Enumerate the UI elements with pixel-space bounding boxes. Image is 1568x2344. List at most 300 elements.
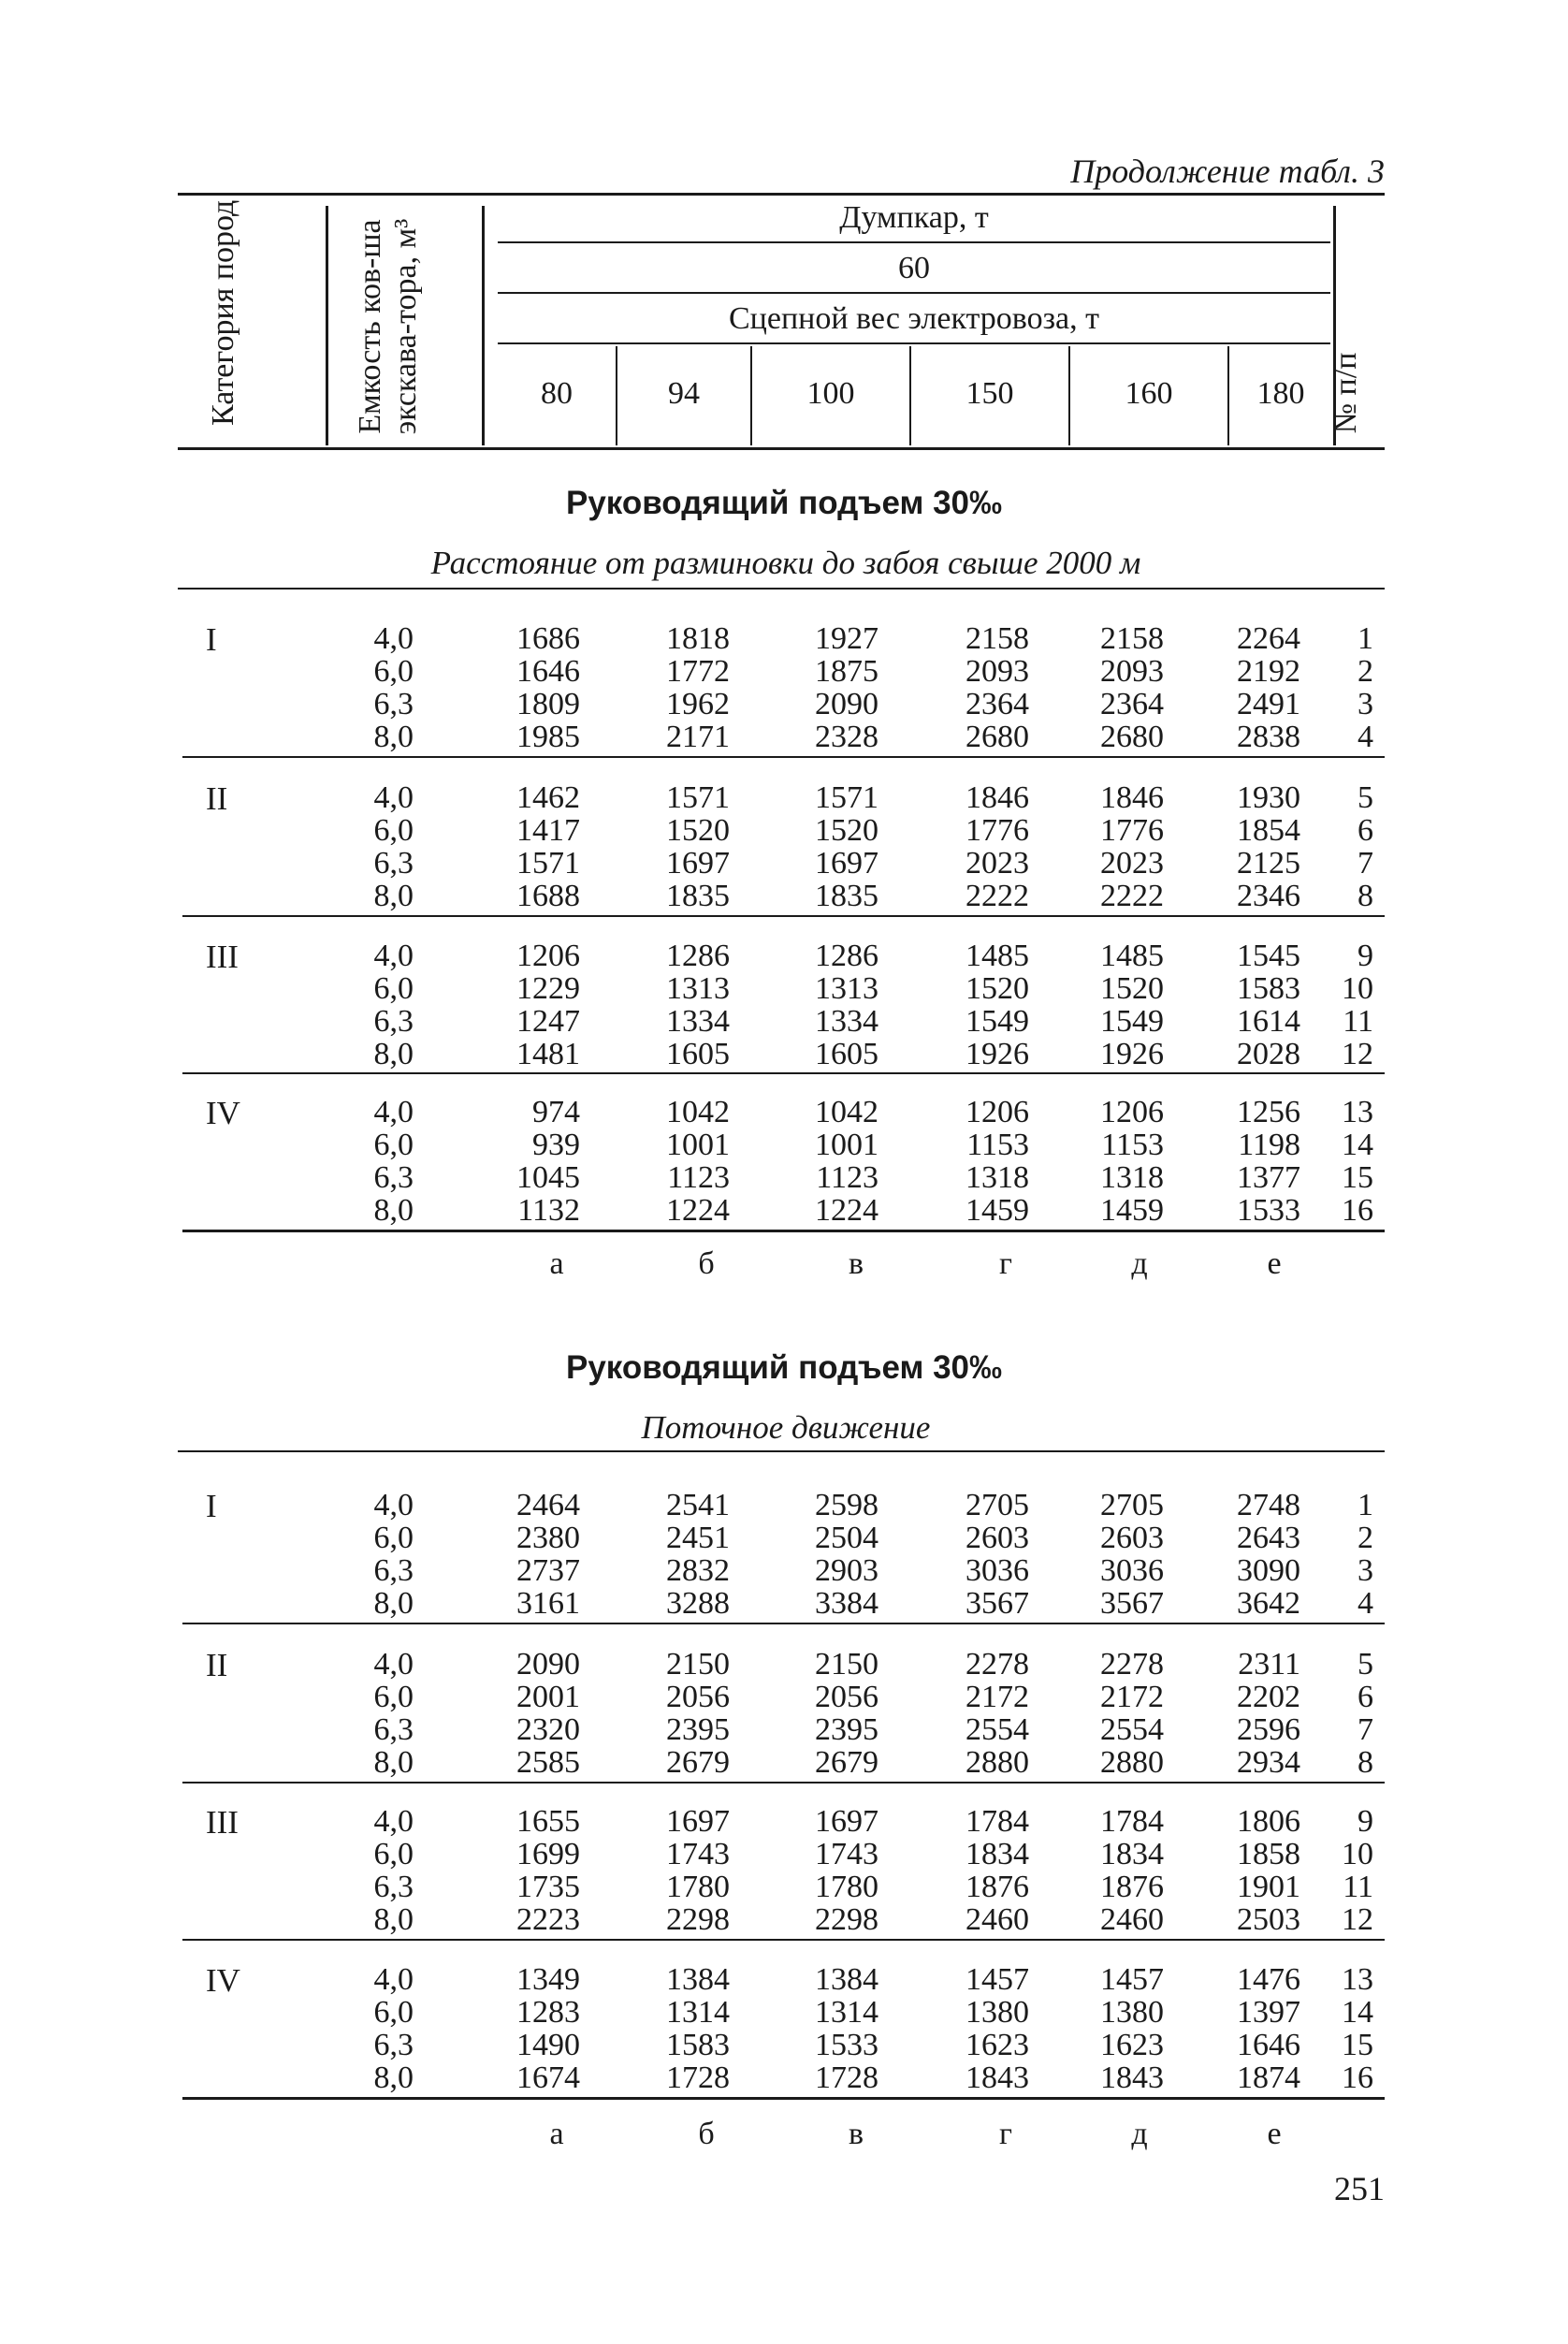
value-cell-d: 1485 (965, 939, 1029, 973)
value-cell-d: 1926 (965, 1037, 1029, 1071)
category-label: II (206, 1647, 228, 1683)
row-number: 4 (1357, 720, 1373, 754)
value-cell-a: 1571 (516, 846, 580, 881)
table-row (180, 2060, 1387, 2093)
value-cell-e: 2880 (1100, 1745, 1164, 1780)
value-cell-e: 2222 (1100, 879, 1164, 913)
value-cell-e: 1834 (1100, 1837, 1164, 1871)
table-row (180, 813, 1387, 846)
value-cell-e: 2278 (1100, 1647, 1164, 1682)
value-cell-c: 2679 (815, 1745, 878, 1780)
value-cell-c: 1314 (815, 1995, 878, 2030)
bucket-cell: 4,0 (373, 1095, 414, 1129)
value-cell-e: 2158 (1100, 621, 1164, 656)
header-dumpcar: Думпкар, т (839, 200, 989, 235)
group-rule (182, 1782, 1385, 1783)
value-cell-f: 2934 (1237, 1745, 1300, 1780)
value-cell-a: 1349 (516, 1962, 580, 1997)
value-cell-f: 1545 (1237, 939, 1300, 973)
section-2-group-IV (180, 1962, 1387, 2093)
value-cell-e: 1926 (1100, 1037, 1164, 1071)
value-cell-b: 1042 (666, 1095, 730, 1129)
value-cell-d: 2278 (965, 1647, 1029, 1682)
value-cell-c: 2395 (815, 1712, 878, 1747)
header-divider-2 (482, 206, 485, 445)
bucket-cell: 6,0 (373, 813, 414, 848)
value-cell-c: 1224 (815, 1193, 878, 1228)
category-label: IV (206, 1962, 240, 1999)
value-cell-e: 2554 (1100, 1712, 1164, 1747)
table-row (180, 1128, 1387, 1160)
value-cell-c: 2150 (815, 1647, 878, 1682)
category-label: III (206, 939, 239, 975)
value-cell-e: 1206 (1100, 1095, 1164, 1129)
value-cell-a: 2090 (516, 1647, 580, 1682)
value-cell-b: 1583 (666, 2028, 730, 2062)
row-number: 10 (1342, 1837, 1373, 1871)
section-1-group-I (180, 621, 1387, 752)
section-2-subtitle: Поточное движение (641, 1409, 931, 1446)
table-row (180, 654, 1387, 687)
value-cell-c: 1286 (815, 939, 878, 973)
row-number: 14 (1342, 1995, 1373, 2030)
value-cell-a: 1646 (516, 654, 580, 689)
table-row (180, 621, 1387, 654)
bucket-cell: 8,0 (373, 2060, 414, 2095)
row-number: 2 (1357, 654, 1373, 689)
category-label: IV (206, 1095, 240, 1131)
value-cell-d: 2680 (965, 720, 1029, 754)
table-row (180, 879, 1387, 911)
value-cell-b: 2832 (666, 1553, 730, 1588)
value-cell-d: 1776 (965, 813, 1029, 848)
value-cell-f: 2838 (1237, 720, 1300, 754)
value-cell-f: 2311 (1238, 1647, 1300, 1682)
value-cell-b: 2056 (666, 1680, 730, 1714)
value-cell-b: 1334 (666, 1004, 730, 1039)
bucket-cell: 4,0 (373, 1962, 414, 1997)
value-cell-e: 2705 (1100, 1488, 1164, 1522)
value-cell-f: 1646 (1237, 2028, 1300, 2062)
row-number: 12 (1342, 1902, 1373, 1937)
value-cell-d: 1623 (965, 2028, 1029, 2062)
value-cell-c: 2504 (815, 1521, 878, 1555)
row-number: 13 (1342, 1095, 1373, 1129)
value-cell-a: 1809 (516, 687, 580, 721)
section-2-group-III (180, 1804, 1387, 1935)
table-row (180, 1995, 1387, 2028)
value-cell-d: 2603 (965, 1521, 1029, 1555)
table-row (180, 1712, 1387, 1745)
value-cell-f: 2503 (1237, 1902, 1300, 1937)
value-cell-a: 1481 (516, 1037, 580, 1071)
column-letter-c: в (848, 1246, 864, 1281)
page-number: 251 (1334, 2170, 1385, 2207)
value-cell-d: 2172 (965, 1680, 1029, 1714)
bucket-cell: 6,3 (373, 846, 414, 881)
value-cell-d: 1876 (965, 1870, 1029, 1904)
value-cell-d: 1457 (965, 1962, 1029, 1997)
header-loco-94: 94 (668, 376, 700, 411)
value-cell-c: 1533 (815, 2028, 878, 2062)
value-cell-e: 1485 (1100, 939, 1164, 973)
value-cell-d: 2554 (965, 1712, 1029, 1747)
column-letter-f: е (1267, 1246, 1282, 1281)
value-cell-d: 2158 (965, 621, 1029, 656)
table-row (180, 1962, 1387, 1995)
value-cell-f: 1901 (1237, 1870, 1300, 1904)
value-cell-d: 2705 (965, 1488, 1029, 1522)
value-cell-f: 2202 (1237, 1680, 1300, 1714)
value-cell-d: 1520 (965, 971, 1029, 1006)
value-cell-a: 1462 (516, 780, 580, 815)
value-cell-a: 1283 (516, 1995, 580, 2030)
value-cell-f: 1397 (1237, 1995, 1300, 2030)
value-cell-f: 2596 (1237, 1712, 1300, 1747)
value-cell-f: 1874 (1237, 2060, 1300, 2095)
column-letter-e: д (1131, 1246, 1148, 1281)
value-cell-f: 1930 (1237, 780, 1300, 815)
value-cell-b: 2395 (666, 1712, 730, 1747)
value-cell-c: 2903 (815, 1553, 878, 1588)
row-number: 7 (1357, 846, 1373, 881)
value-cell-c: 3384 (815, 1586, 878, 1621)
value-cell-c: 1697 (815, 846, 878, 881)
section-2-group-I (180, 1488, 1387, 1619)
row-number: 15 (1342, 1160, 1373, 1195)
header-rule-60 (498, 292, 1330, 294)
bucket-cell: 6,3 (373, 2028, 414, 2062)
header-loco-160: 160 (1125, 376, 1173, 411)
value-cell-b: 1313 (666, 971, 730, 1006)
value-cell-b: 1571 (666, 780, 730, 815)
bucket-cell: 4,0 (373, 1804, 414, 1839)
header-dumpcar-value: 60 (898, 251, 930, 285)
table-row (180, 1837, 1387, 1870)
value-cell-a: 2320 (516, 1712, 580, 1747)
row-number: 16 (1342, 1193, 1373, 1228)
row-number: 14 (1342, 1128, 1373, 1162)
value-cell-d: 2460 (965, 1902, 1029, 1937)
value-cell-a: 2737 (516, 1553, 580, 1588)
section-1-top-rule (178, 588, 1385, 590)
value-cell-b: 3288 (666, 1586, 730, 1621)
column-letter-a: а (549, 1246, 564, 1281)
value-cell-f: 2028 (1237, 1037, 1300, 1071)
header-bucket: Емкость ков-ша экскава-тора, м³ (353, 218, 423, 435)
row-number: 7 (1357, 1712, 1373, 1747)
table-row (180, 687, 1387, 720)
value-cell-e: 2603 (1100, 1521, 1164, 1555)
table-row (180, 1488, 1387, 1521)
header-divider-1 (326, 206, 328, 445)
group-rule (182, 915, 1385, 917)
row-number: 9 (1357, 939, 1373, 973)
value-cell-a: 1490 (516, 2028, 580, 2062)
value-cell-e: 2680 (1100, 720, 1164, 754)
row-number: 8 (1357, 879, 1373, 913)
value-cell-e: 2364 (1100, 687, 1164, 721)
bucket-cell: 4,0 (373, 939, 414, 973)
value-cell-d: 2093 (965, 654, 1029, 689)
table-row (180, 971, 1387, 1004)
bucket-cell: 8,0 (373, 720, 414, 754)
table-row (180, 1095, 1387, 1128)
value-cell-f: 1583 (1237, 971, 1300, 1006)
row-number: 4 (1357, 1586, 1373, 1621)
value-cell-c: 1875 (815, 654, 878, 689)
bucket-cell: 6,0 (373, 1128, 414, 1162)
value-cell-f: 1614 (1237, 1004, 1300, 1039)
value-cell-d: 1380 (965, 1995, 1029, 2030)
section-1-group-II (180, 780, 1387, 911)
table-row (180, 1680, 1387, 1712)
value-cell-d: 1843 (965, 2060, 1029, 2095)
value-cell-c: 2328 (815, 720, 878, 754)
value-cell-a: 1132 (517, 1193, 580, 1228)
value-cell-c: 1728 (815, 2060, 878, 2095)
section-2-bottom-rule (182, 2097, 1385, 2100)
value-cell-a: 1247 (516, 1004, 580, 1039)
header-loco-100: 100 (806, 376, 855, 411)
section-1-subtitle: Расстояние от разминовки до забоя свыше 2000 м (430, 545, 1141, 581)
value-cell-a: 1229 (516, 971, 580, 1006)
row-number: 12 (1342, 1037, 1373, 1071)
row-number: 10 (1342, 971, 1373, 1006)
value-cell-a: 3161 (516, 1586, 580, 1621)
row-number: 3 (1357, 1553, 1373, 1588)
column-letter-b: б (698, 2117, 715, 2151)
table-row (180, 1647, 1387, 1680)
value-cell-e: 1459 (1100, 1193, 1164, 1228)
bucket-cell: 8,0 (373, 1902, 414, 1937)
row-number: 15 (1342, 2028, 1373, 2062)
value-cell-c: 1313 (815, 971, 878, 1006)
value-cell-d: 1206 (965, 1095, 1029, 1129)
value-cell-c: 1042 (815, 1095, 878, 1129)
section-1-group-III (180, 939, 1387, 1070)
bucket-cell: 6,0 (373, 1837, 414, 1871)
value-cell-d: 2023 (965, 846, 1029, 881)
value-cell-b: 1818 (666, 621, 730, 656)
value-cell-f: 2346 (1237, 879, 1300, 913)
bucket-cell: 6,0 (373, 654, 414, 689)
value-cell-c: 1743 (815, 1837, 878, 1871)
value-cell-d: 1549 (965, 1004, 1029, 1039)
table-row (180, 1745, 1387, 1778)
value-cell-f: 2643 (1237, 1521, 1300, 1555)
value-cell-b: 1224 (666, 1193, 730, 1228)
row-number: 6 (1357, 813, 1373, 848)
table-row (180, 846, 1387, 879)
header-num: № п/п (1328, 352, 1363, 434)
value-cell-b: 1962 (666, 687, 730, 721)
value-cell-a: 1735 (516, 1870, 580, 1904)
value-cell-f: 1256 (1237, 1095, 1300, 1129)
value-cell-f: 2748 (1237, 1488, 1300, 1522)
value-cell-e: 3567 (1100, 1586, 1164, 1621)
bucket-cell: 6,3 (373, 1004, 414, 1039)
value-cell-a: 1674 (516, 2060, 580, 2095)
value-cell-f: 1858 (1237, 1837, 1300, 1871)
column-letter-e: д (1131, 2117, 1148, 2151)
table-row (180, 2028, 1387, 2060)
value-cell-f: 1377 (1237, 1160, 1300, 1195)
value-cell-c: 2298 (815, 1902, 878, 1937)
category-label: I (206, 1488, 217, 1524)
column-letter-d: г (999, 2117, 1012, 2151)
value-cell-c: 1605 (815, 1037, 878, 1071)
bucket-cell: 8,0 (373, 1037, 414, 1071)
table-row (180, 1037, 1387, 1070)
value-cell-b: 1780 (666, 1870, 730, 1904)
value-cell-a: 939 (532, 1128, 580, 1162)
value-cell-f: 3642 (1237, 1586, 1300, 1621)
value-cell-c: 1334 (815, 1004, 878, 1039)
value-cell-e: 1380 (1100, 1995, 1164, 2030)
value-cell-b: 2451 (666, 1521, 730, 1555)
value-cell-b: 2150 (666, 1647, 730, 1682)
bucket-cell: 6,3 (373, 1870, 414, 1904)
value-cell-a: 2585 (516, 1745, 580, 1780)
row-number: 11 (1343, 1004, 1373, 1039)
value-cell-b: 1835 (666, 879, 730, 913)
value-cell-d: 3036 (965, 1553, 1029, 1588)
value-cell-b: 1123 (667, 1160, 730, 1195)
value-cell-a: 1417 (516, 813, 580, 848)
table-row (180, 1902, 1387, 1935)
value-cell-d: 1784 (965, 1804, 1029, 1839)
bucket-cell: 4,0 (373, 621, 414, 656)
bucket-cell: 8,0 (373, 879, 414, 913)
row-number: 16 (1342, 2060, 1373, 2095)
value-cell-b: 1772 (666, 654, 730, 689)
value-cell-b: 1697 (666, 1804, 730, 1839)
value-cell-d: 2880 (965, 1745, 1029, 1780)
header-top-rule (178, 193, 1385, 196)
value-cell-b: 1314 (666, 1995, 730, 2030)
table-row (180, 780, 1387, 813)
value-cell-e: 1457 (1100, 1962, 1164, 1997)
group-rule (182, 1623, 1385, 1624)
bucket-cell: 6,3 (373, 1160, 414, 1195)
value-cell-e: 1318 (1100, 1160, 1164, 1195)
bucket-cell: 8,0 (373, 1586, 414, 1621)
value-cell-b: 2298 (666, 1902, 730, 1937)
value-cell-c: 2598 (815, 1488, 878, 1522)
row-number: 2 (1357, 1521, 1373, 1555)
column-letter-f: е (1267, 2117, 1282, 2151)
table-row (180, 1160, 1387, 1193)
value-cell-c: 1123 (816, 1160, 878, 1195)
header-loco-150: 150 (965, 376, 1014, 411)
value-cell-b: 1728 (666, 2060, 730, 2095)
bucket-cell: 4,0 (373, 1647, 414, 1682)
header-loco-180: 180 (1256, 376, 1305, 411)
value-cell-f: 2192 (1237, 654, 1300, 689)
value-cell-f: 1806 (1237, 1804, 1300, 1839)
value-cell-b: 1384 (666, 1962, 730, 1997)
header-rule-loco (498, 342, 1330, 344)
bucket-cell: 6,0 (373, 1680, 414, 1714)
section-2-group-II (180, 1647, 1387, 1778)
column-letter-c: в (848, 2117, 864, 2151)
row-number: 8 (1357, 1745, 1373, 1780)
value-cell-d: 1846 (965, 780, 1029, 815)
value-cell-f: 1533 (1237, 1193, 1300, 1228)
bucket-cell: 8,0 (373, 1193, 414, 1228)
value-cell-e: 1876 (1100, 1870, 1164, 1904)
table-row (180, 1521, 1387, 1553)
value-cell-f: 1854 (1237, 813, 1300, 848)
value-cell-f: 1476 (1237, 1962, 1300, 1997)
row-number: 5 (1357, 780, 1373, 815)
value-cell-c: 2056 (815, 1680, 878, 1714)
value-cell-d: 2364 (965, 687, 1029, 721)
group-rule (182, 1939, 1385, 1941)
value-cell-e: 1776 (1100, 813, 1164, 848)
value-cell-b: 1001 (666, 1128, 730, 1162)
value-cell-c: 1780 (815, 1870, 878, 1904)
section-2-top-rule (178, 1450, 1385, 1452)
value-cell-c: 1835 (815, 879, 878, 913)
value-cell-c: 2090 (815, 687, 878, 721)
column-letter-b: б (698, 1246, 715, 1281)
header-loco-weight: Сцепной вес электровоза, т (728, 301, 1099, 336)
value-cell-c: 1571 (815, 780, 878, 815)
group-rule (182, 756, 1385, 758)
value-cell-d: 2222 (965, 879, 1029, 913)
bucket-cell: 6,0 (373, 1521, 414, 1555)
value-cell-a: 1045 (516, 1160, 580, 1195)
table-row (180, 939, 1387, 971)
table-row (180, 1586, 1387, 1619)
bucket-cell: 6,3 (373, 1712, 414, 1747)
value-cell-b: 1743 (666, 1837, 730, 1871)
bucket-cell: 6,0 (373, 1995, 414, 2030)
row-number: 1 (1357, 621, 1373, 656)
value-cell-e: 1153 (1101, 1128, 1164, 1162)
table-row (180, 1870, 1387, 1902)
header-category: Категория пород (206, 199, 240, 426)
value-cell-e: 2093 (1100, 654, 1164, 689)
table-row (180, 1004, 1387, 1037)
value-cell-b: 1697 (666, 846, 730, 881)
table-row (180, 1804, 1387, 1837)
row-number: 3 (1357, 687, 1373, 721)
value-cell-b: 1605 (666, 1037, 730, 1071)
column-letter-d: г (999, 1246, 1012, 1281)
header-rule-dumpcar (498, 241, 1330, 243)
row-number: 13 (1342, 1962, 1373, 1997)
value-cell-a: 1985 (516, 720, 580, 754)
header-bottom-rule (178, 447, 1385, 450)
value-cell-a: 1655 (516, 1804, 580, 1839)
group-rule (182, 1072, 1385, 1074)
value-cell-f: 2491 (1237, 687, 1300, 721)
value-cell-f: 2125 (1237, 846, 1300, 881)
value-cell-e: 1549 (1100, 1004, 1164, 1039)
value-cell-d: 1834 (965, 1837, 1029, 1871)
category-label: I (206, 621, 217, 658)
value-cell-a: 2464 (516, 1488, 580, 1522)
value-cell-a: 2001 (516, 1680, 580, 1714)
value-cell-c: 1697 (815, 1804, 878, 1839)
value-cell-a: 2380 (516, 1521, 580, 1555)
category-label: II (206, 780, 228, 817)
value-cell-a: 2223 (516, 1902, 580, 1937)
value-cell-f: 2264 (1237, 621, 1300, 656)
